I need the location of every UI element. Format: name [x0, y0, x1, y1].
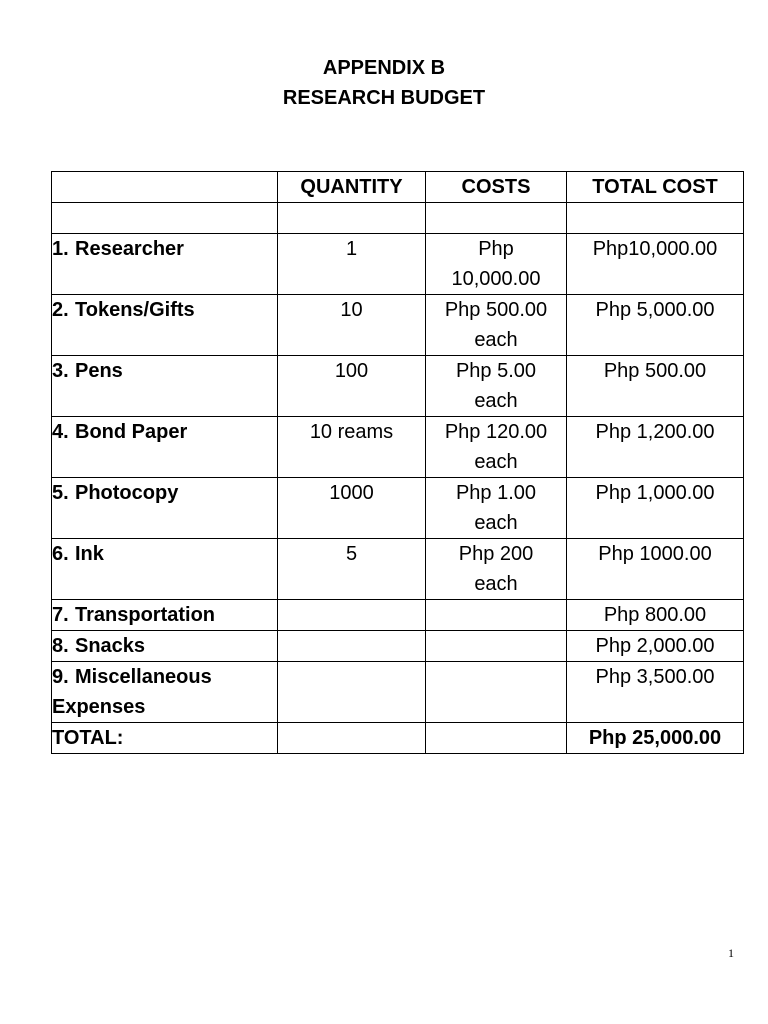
cost-line: each — [474, 451, 518, 473]
cost-line: Php 1.00 — [455, 482, 537, 504]
item-name: Transportation — [75, 604, 216, 626]
cost-line: Php 120.00 — [444, 421, 548, 443]
table-row — [52, 539, 744, 600]
table-row — [52, 417, 744, 478]
quantity-cell — [278, 600, 426, 631]
quantity-cell: 1000 — [278, 478, 426, 539]
item-name: Snacks — [75, 635, 146, 657]
item-cell — [52, 631, 278, 662]
cost-cell — [426, 600, 567, 631]
item-cell — [52, 662, 278, 723]
item-name: Photocopy — [75, 482, 179, 504]
cost-line: Php 5.00 — [455, 360, 537, 382]
cost-line: Php — [478, 238, 514, 260]
table-row — [52, 478, 744, 539]
cost-cell — [426, 417, 567, 478]
item-number: 7. — [52, 604, 69, 626]
table-row — [52, 631, 744, 662]
header-cell-costs: COSTS — [426, 172, 567, 203]
item-number: 8. — [52, 635, 69, 657]
empty-cell — [426, 203, 567, 234]
item-cell — [52, 539, 278, 600]
total-cost-cell: Php 1,200.00 — [567, 417, 744, 478]
total-cost-cell: Php 1,000.00 — [567, 478, 744, 539]
appendix-title: APPENDIX B — [322, 57, 446, 79]
page-number: 1 — [728, 946, 734, 960]
item-number: 2. — [52, 299, 69, 321]
table-row — [52, 295, 744, 356]
quantity-cell — [278, 631, 426, 662]
item-number: 9. — [52, 666, 69, 688]
total-cost-cell: Php 800.00 — [567, 600, 744, 631]
cost-cell — [426, 631, 567, 662]
total-cost-cell: Php 5,000.00 — [567, 295, 744, 356]
table-row — [52, 662, 744, 723]
header-cell-item — [52, 172, 278, 203]
item-name-continued: Expenses — [52, 696, 146, 718]
table-row — [52, 600, 744, 631]
cost-line: Php 500.00 — [444, 299, 548, 321]
cost-line: each — [474, 573, 518, 595]
cost-cell — [426, 295, 567, 356]
total-label: TOTAL: — [52, 723, 278, 754]
cost-line: 10,000.00 — [451, 268, 541, 290]
cost-cell — [426, 234, 567, 295]
item-cell — [52, 356, 278, 417]
total-cost-cell: Php 1000.00 — [567, 539, 744, 600]
item-name: Tokens/Gifts — [75, 299, 195, 321]
item-number: 1. — [52, 238, 69, 260]
budget-table — [51, 171, 744, 754]
quantity-cell: 5 — [278, 539, 426, 600]
grand-total-value: Php 25,000.00 — [567, 723, 744, 754]
item-cell — [52, 417, 278, 478]
table-spacer-row — [52, 203, 744, 234]
cost-cell — [426, 356, 567, 417]
item-number: 4. — [52, 421, 69, 443]
item-cell — [52, 478, 278, 539]
header-cell-total-cost: TOTAL COST — [567, 172, 744, 203]
table-header-row — [52, 172, 744, 203]
empty-cell — [426, 723, 567, 754]
table-row — [52, 356, 744, 417]
total-cost-cell: Php10,000.00 — [567, 234, 744, 295]
item-name: Miscellaneous — [75, 666, 212, 688]
cost-line: each — [474, 329, 518, 351]
cost-cell — [426, 539, 567, 600]
header-cell-quantity: QUANTITY — [278, 172, 426, 203]
quantity-cell: 10 — [278, 295, 426, 356]
budget-title: RESEARCH BUDGET — [282, 87, 486, 109]
item-number: 3. — [52, 360, 69, 382]
item-name: Bond Paper — [75, 421, 188, 443]
item-number: 5. — [52, 482, 69, 504]
total-cost-cell: Php 3,500.00 — [567, 662, 744, 723]
empty-cell — [567, 203, 744, 234]
quantity-cell — [278, 662, 426, 723]
item-cell — [52, 600, 278, 631]
item-name: Pens — [75, 360, 123, 382]
empty-cell — [52, 203, 278, 234]
cost-cell — [426, 662, 567, 723]
quantity-cell: 1 — [278, 234, 426, 295]
item-cell — [52, 234, 278, 295]
total-cost-cell: Php 500.00 — [567, 356, 744, 417]
item-cell — [52, 295, 278, 356]
quantity-cell: 100 — [278, 356, 426, 417]
cost-cell — [426, 478, 567, 539]
quantity-cell: 10 reams — [278, 417, 426, 478]
item-name: Researcher — [75, 238, 184, 260]
total-cost-cell: Php 2,000.00 — [567, 631, 744, 662]
cost-line: each — [474, 390, 518, 412]
empty-cell — [278, 203, 426, 234]
table-row — [52, 234, 744, 295]
total-row — [52, 723, 744, 754]
cost-line: each — [474, 512, 518, 534]
item-number: 6. — [52, 543, 69, 565]
empty-cell — [278, 723, 426, 754]
item-name: Ink — [75, 543, 104, 565]
cost-line: Php 200 — [458, 543, 534, 565]
